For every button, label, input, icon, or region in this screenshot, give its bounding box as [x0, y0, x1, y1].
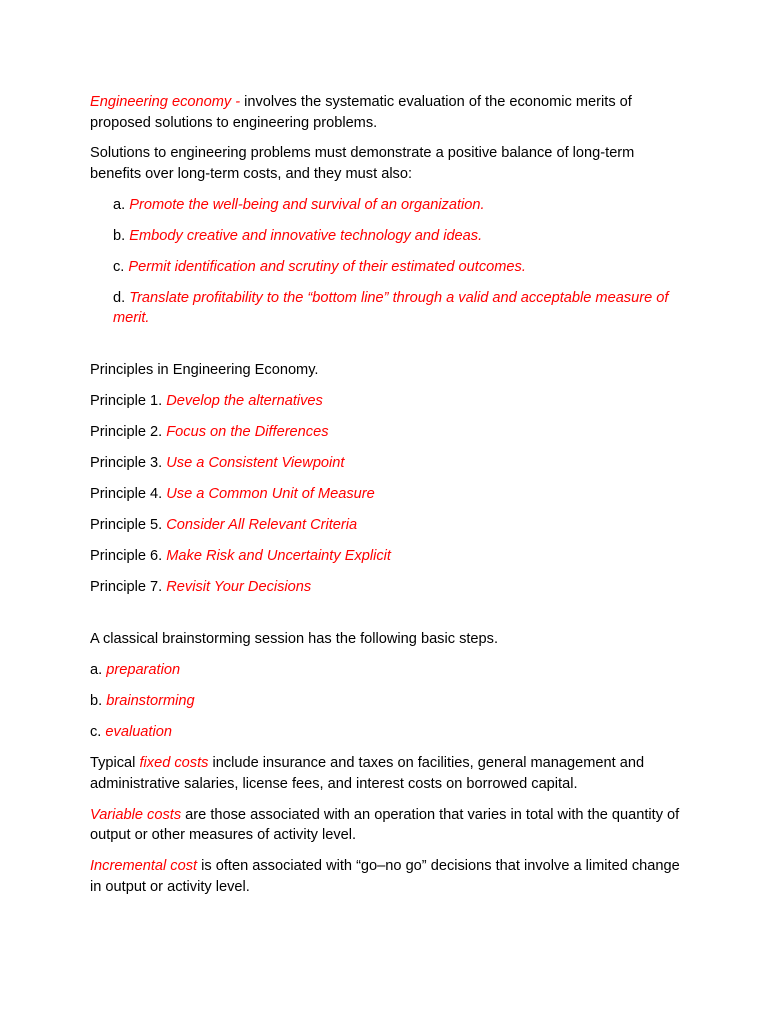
solution-marker: d. [113, 289, 126, 306]
brainstorming-step-a [90, 660, 680, 681]
principle-text: Revisit Your Decisions [166, 579, 312, 596]
definition-text: involves the systematic evaluation of the economic merits of proposed solutions to engineering problems. [90, 94, 632, 131]
incremental-cost-term: Incremental cost [90, 858, 198, 875]
solution-marker: b. [113, 227, 126, 244]
step-text: preparation [106, 662, 181, 679]
fixed-costs-term: fixed costs [139, 755, 209, 772]
solution-text: Embody creative and innovative technology and ideas. [129, 227, 483, 244]
variable-costs-paragraph [90, 805, 680, 846]
variable-costs-text: are those associated with an operation that varies in total with the quantity of output or other measures of activity level. [90, 806, 680, 844]
principle-item-6 [90, 546, 680, 567]
principle-label: Principle 3. [90, 455, 163, 472]
principle-text: Focus on the Differences [166, 424, 329, 441]
brainstorming-step-b [90, 691, 680, 712]
definition-paragraph [90, 92, 680, 133]
solution-marker: c. [113, 258, 125, 275]
solution-item-a [90, 195, 680, 216]
step-marker: c. [90, 724, 102, 741]
brainstorming-step-c [90, 722, 680, 743]
principle-text: Develop the alternatives [166, 393, 323, 410]
document-body [90, 92, 680, 897]
brainstorming-intro: A classical brainstorming session has the following basic steps. [90, 631, 499, 648]
incremental-cost-paragraph [90, 856, 680, 897]
principle-label: Principle 2. [90, 424, 163, 441]
variable-costs-term: Variable costs [90, 806, 182, 823]
principle-item-4 [90, 484, 680, 505]
step-marker: a. [90, 662, 103, 679]
step-text: brainstorming [106, 693, 195, 710]
incremental-cost-text: is often associated with “go–no go” decisions that involve a limited change in output or activity level. [90, 858, 680, 895]
solution-text: Promote the well-being and survival of an organization. [129, 196, 485, 213]
solution-item-b [90, 226, 680, 247]
fixed-costs-lead: Typical [90, 755, 140, 772]
solution-marker: a. [113, 196, 126, 213]
fixed-costs-text: include insurance and taxes on facilities, general management and administrative salaries, license fees, and interest costs on borrowed capital. [90, 755, 645, 792]
principle-text: Consider All Relevant Criteria [166, 517, 358, 534]
principle-label: Principle 7. [90, 579, 163, 596]
solution-item-c [90, 257, 680, 278]
principles-heading: Principles in Engineering Economy. [90, 362, 319, 379]
principle-item-7 [90, 577, 680, 598]
principle-label: Principle 5. [90, 517, 163, 534]
principle-text: Make Risk and Uncertainty Explicit [166, 548, 391, 565]
solutions-intro: Solutions to engineering problems must demonstrate a positive balance of long-term benefits over long-term costs, and they must also: [90, 145, 635, 182]
principle-text: Use a Common Unit of Measure [166, 486, 375, 503]
principle-item-5 [90, 515, 680, 536]
step-text: evaluation [105, 724, 172, 741]
principle-item-2 [90, 422, 680, 443]
solution-text: Permit identification and scrutiny of their estimated outcomes. [128, 258, 526, 275]
step-marker: b. [90, 693, 103, 710]
solution-text: Translate profitability to the “bottom line” through a valid and acceptable measure of merit. [113, 289, 669, 327]
principle-text: Use a Consistent Viewpoint [166, 455, 345, 472]
fixed-costs-paragraph [90, 753, 680, 794]
principle-label: Principle 4. [90, 486, 163, 503]
definition-term: Engineering economy - [90, 94, 241, 110]
solution-item-d [90, 288, 680, 329]
principle-item-1 [90, 391, 680, 412]
principle-label: Principle 1. [90, 393, 163, 410]
principle-item-3 [90, 453, 680, 474]
principle-label: Principle 6. [90, 548, 163, 565]
